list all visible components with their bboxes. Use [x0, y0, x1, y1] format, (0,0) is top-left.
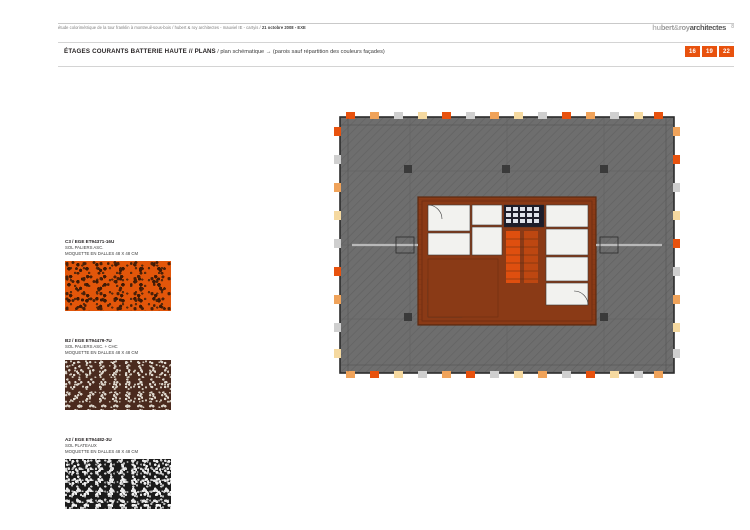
studio-logo: hubert&royarchitectes: [652, 23, 726, 32]
facade-markers-left: [334, 127, 341, 358]
material-sample-b2: [65, 338, 171, 410]
sample-usage: SOL PALIERS ASC. + CHC: [65, 344, 118, 350]
chip-level-19[interactable]: 19: [702, 46, 717, 57]
sample-spec: MOQUETTE EN DALLES 48 X 48 CM: [65, 350, 139, 356]
sample-code: B2 / EGE ET94479-7U: [65, 338, 112, 343]
sample-spec: MOQUETTE EN DALLES 48 X 48 CM: [65, 251, 139, 257]
page-title-subtitle: / plan schématique → (parois sauf répartition des couleurs façades): [215, 49, 385, 55]
header-project-info: [58, 25, 306, 31]
title-divider-top: [58, 42, 734, 43]
floor-plan-drawing: [332, 109, 682, 381]
chip-level-22[interactable]: 22: [719, 46, 734, 57]
sample-code: A2 / EGE ET94482-3U: [65, 437, 112, 442]
sample-code: C3 / EGE ET94371-16U: [65, 239, 115, 244]
chip-level-16[interactable]: 16: [685, 46, 700, 57]
header-strip: [58, 25, 734, 35]
header-project-date: 21 octobre 2008 - EXE: [261, 25, 306, 30]
sample-swatch: [65, 261, 171, 311]
page-title-plans: PLANS: [194, 48, 216, 55]
material-sample-c3: [65, 239, 171, 311]
sample-usage: SOL PLATEAUX: [65, 443, 97, 449]
title-divider-bottom: [58, 66, 734, 67]
header-divider-top: [58, 23, 734, 24]
page-title: [64, 48, 385, 55]
page-chip-group: [685, 46, 734, 57]
sample-swatch: [65, 360, 171, 410]
sample-swatch: [65, 459, 171, 509]
page-title-main: ÉTAGES COURANTS BATTERIE HAUTE //: [64, 48, 195, 55]
sample-spec: MOQUETTE EN DALLES 48 X 48 CM: [65, 449, 139, 455]
material-sample-a2: [65, 437, 171, 509]
facade-markers-right: [673, 127, 680, 358]
header-project-text: étude colorimétrique de la tour franklin à montreuil-sous-bois / hubert & roy architectes - mauviel IE - cartyis /: [58, 25, 262, 30]
page-number: 8: [731, 24, 734, 30]
sample-usage: SOL PALIERS ASC.: [65, 245, 104, 251]
